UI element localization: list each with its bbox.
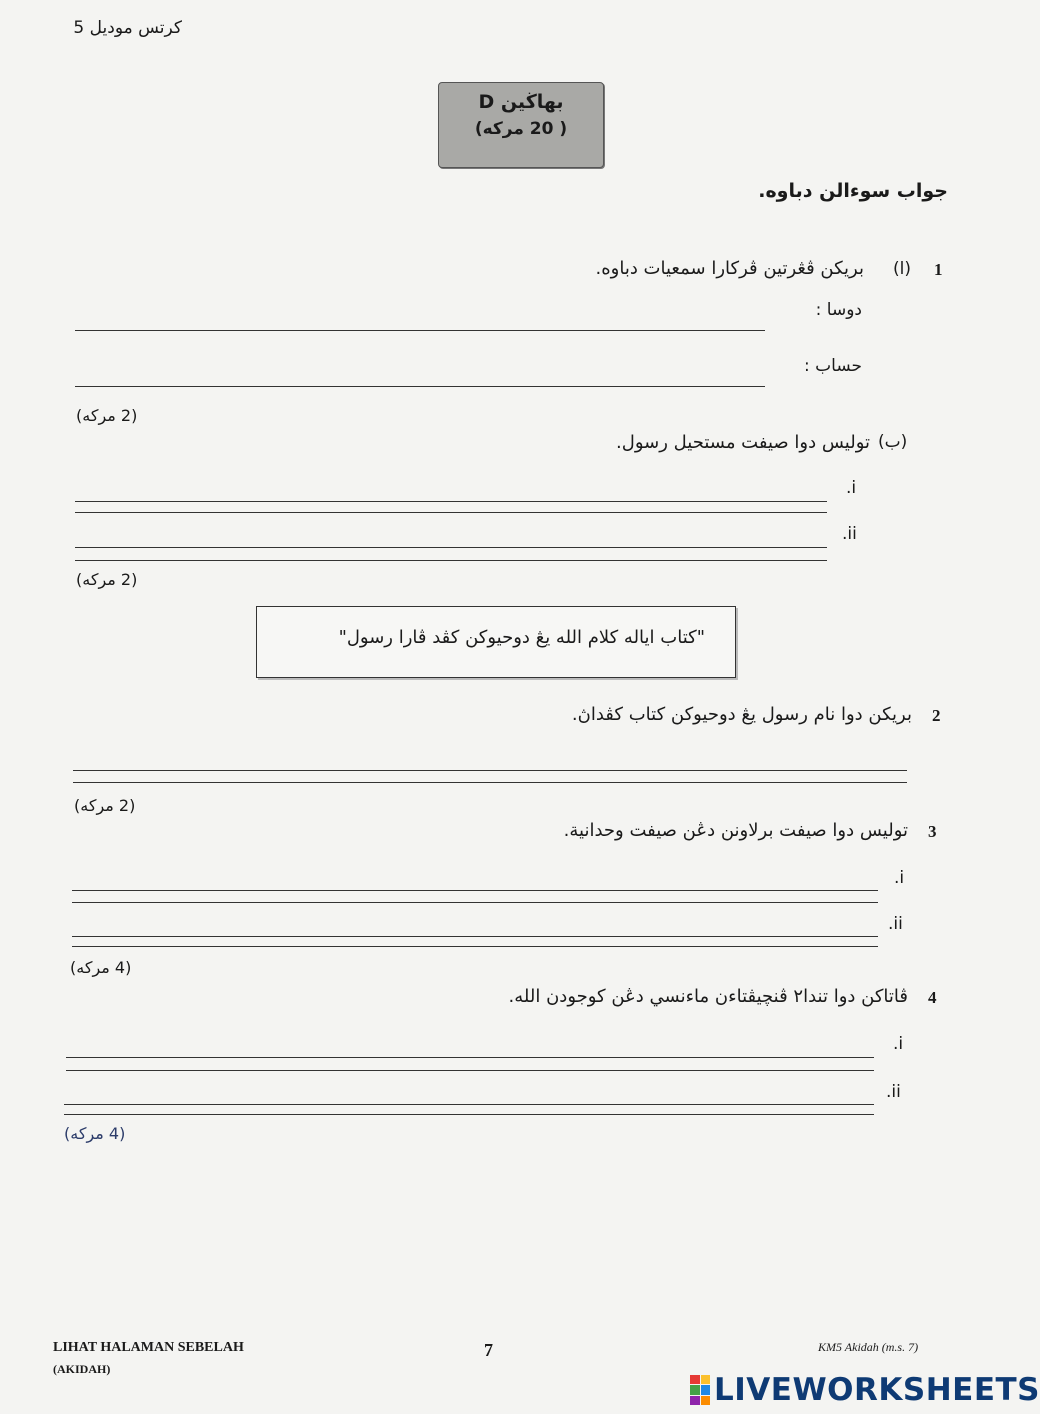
question-2-text: بريكن دوا نام رسول يڠ دوحيوكن كتاب كڤداڽ. xyxy=(571,704,912,725)
answer-line-q4-i-extra[interactable] xyxy=(66,1070,874,1071)
question-4-item-i-label: .i xyxy=(893,1034,904,1054)
answer-line-1b-i-extra[interactable] xyxy=(75,512,827,513)
section-title: بهاڬين D xyxy=(478,91,564,113)
question-1a-text: بريكن ڤڠرتين ڤركارا سمعيات دباوه. xyxy=(595,258,864,279)
term-dosa-label: دوسا : xyxy=(815,300,862,320)
logo-block-4 xyxy=(701,1385,711,1394)
answer-line-q4-ii-extra[interactable] xyxy=(64,1114,874,1115)
quote-text: "كتاب اياله كلام الله يڠ دوحيوكن كڤد ڤارا رسول" xyxy=(338,627,705,648)
answer-line-q3-ii-extra[interactable] xyxy=(72,946,878,947)
question-1a-marks: (2 مركه) xyxy=(76,406,138,425)
term-hisab-label: حساب : xyxy=(804,356,862,376)
question-3-number: 3 xyxy=(928,822,937,841)
answer-line-q4-ii[interactable] xyxy=(64,1104,874,1105)
footer-page-number: 7 xyxy=(484,1340,493,1360)
answer-line-hisab[interactable] xyxy=(75,386,765,387)
question-1b-text: توليس دوا صيفت مستحيل رسول. xyxy=(616,432,870,453)
logo-block-1 xyxy=(690,1375,700,1384)
answer-line-q3-ii[interactable] xyxy=(72,936,878,937)
question-4-marks: (4 مركه) xyxy=(64,1124,126,1143)
module-header: كرتس موديل 5 xyxy=(73,18,182,38)
section-header-box xyxy=(438,82,604,168)
footer-next-page: LIHAT HALAMAN SEBELAH xyxy=(53,1340,244,1355)
question-1-number: 1 xyxy=(934,260,943,279)
answer-line-1b-ii-extra[interactable] xyxy=(75,560,827,561)
question-1b-item-ii-label: .ii xyxy=(842,524,857,544)
question-2-number: 2 xyxy=(932,706,941,725)
answer-line-q3-i-extra[interactable] xyxy=(72,902,878,903)
answer-line-dosa[interactable] xyxy=(75,330,765,331)
question-3-marks: (4 مركه) xyxy=(70,958,132,977)
question-3-item-ii-label: .ii xyxy=(888,914,903,934)
logo-block-2 xyxy=(701,1375,711,1384)
liveworksheets-wordmark: LIVEWORKSHEETS xyxy=(714,1372,1040,1408)
question-3-text: توليس دوا صيفت برلاونن دڠن صيفت وحدانية. xyxy=(563,820,908,841)
quote-box xyxy=(256,606,736,678)
answer-line-q4-i[interactable] xyxy=(66,1057,874,1058)
question-2-marks: (2 مركه) xyxy=(74,796,136,815)
question-3-item-i-label: .i xyxy=(894,868,905,888)
section-marks: ( 20 مركه) xyxy=(474,119,568,139)
logo-block-6 xyxy=(701,1396,711,1405)
answer-line-1b-ii[interactable] xyxy=(75,547,827,548)
answer-line-1b-i[interactable] xyxy=(75,501,827,502)
answer-line-q2[interactable] xyxy=(73,770,907,771)
question-1b-label: (ب) xyxy=(878,432,908,452)
question-4-number: 4 xyxy=(928,988,937,1007)
footer-subject: (AKIDAH) xyxy=(53,1362,111,1376)
logo-block-3 xyxy=(690,1385,700,1394)
answer-line-q3-i[interactable] xyxy=(72,890,878,891)
question-1b-item-i-label: .i xyxy=(846,478,857,498)
question-4-text: ڤاتاكن دوا تندا٢ ڤنچيڤتاءن ماءنسي دڠن كوجودن الله. xyxy=(508,986,908,1007)
instruction-text: جواب سوءالن دباوه. xyxy=(758,180,948,202)
logo-block-5 xyxy=(690,1396,700,1405)
question-1b-marks: (2 مركه) xyxy=(76,570,138,589)
footer-reference: KM5 Akidah (m.s. 7) xyxy=(818,1340,919,1354)
liveworksheets-logo xyxy=(690,1370,1040,1410)
question-1a-label: (ا) xyxy=(893,259,912,279)
answer-line-q2-extra[interactable] xyxy=(73,782,907,783)
liveworksheets-logo-icon xyxy=(690,1375,710,1405)
question-4-item-ii-label: .ii xyxy=(886,1082,901,1102)
